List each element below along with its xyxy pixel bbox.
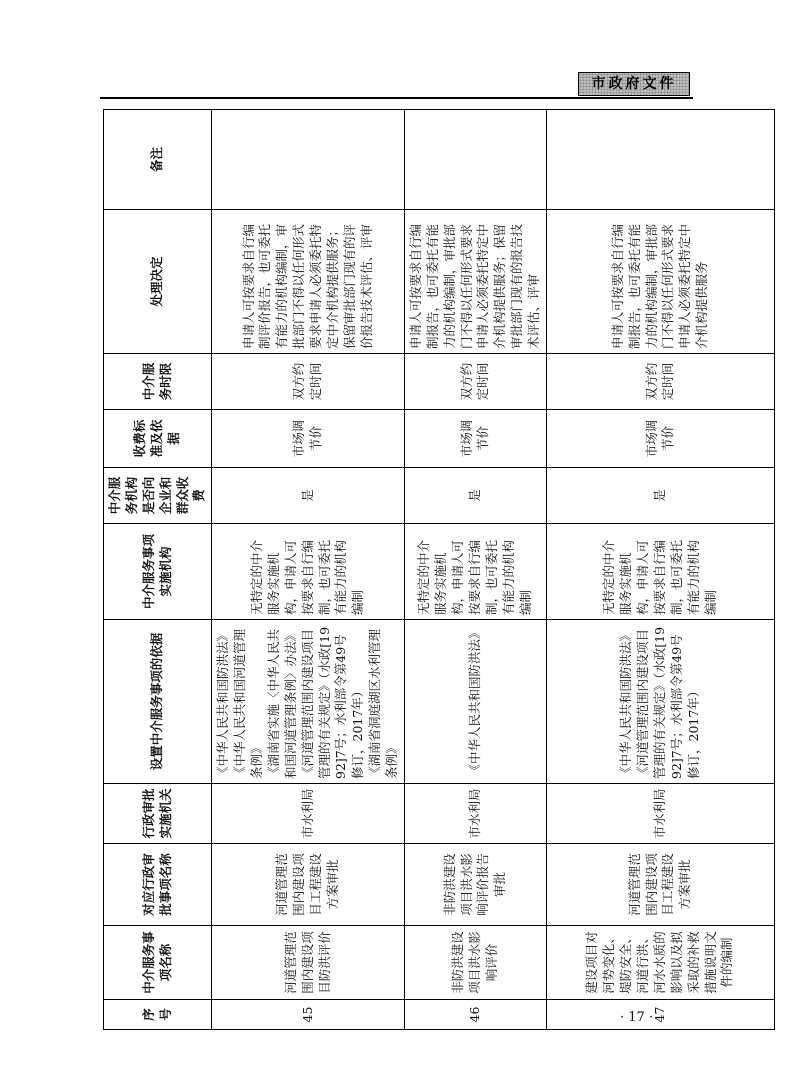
basis-line: 《中华人民共和国防洪法》 bbox=[618, 628, 634, 779]
row-service-name: 河道管理范围内建设项目防洪评价 bbox=[212, 926, 405, 1000]
row-institution: 无特定的中介服务实施机构，申请人可按要求自行编制，也可委托有能力的机构编制 bbox=[212, 524, 405, 620]
intermediary-services-table bbox=[103, 109, 775, 1030]
row-decision: 申请人可按要求自行编制报告，也可委托有能力的机构编制，审批部门不得以任何形式要求申请人必须委托特定中介机构提供服务 bbox=[546, 210, 774, 354]
row-approval-name: 非防洪建设项目洪水影响评价报告审批 bbox=[404, 844, 546, 926]
row-agency: 市水利局 bbox=[546, 784, 774, 844]
header-service-name: 中介服务事项名称 bbox=[104, 926, 212, 1000]
row-time-limit: 双方约定时间 bbox=[546, 354, 774, 410]
row-charge: 是 bbox=[212, 468, 405, 524]
header-rule bbox=[100, 97, 693, 99]
row-approval-name: 河道管理范围内建设项目工程建设方案审批 bbox=[212, 844, 405, 926]
row-time-limit: 双方约定时间 bbox=[212, 354, 405, 410]
row-fee: 市场调节价 bbox=[212, 410, 405, 468]
row-charge: 是 bbox=[546, 468, 774, 524]
basis-line: 《中华人民共和国防洪法》 bbox=[466, 626, 482, 777]
row-time-limit: 双方约定时间 bbox=[404, 354, 546, 410]
row-charge: 是 bbox=[404, 468, 546, 524]
row-agency: 市水利局 bbox=[404, 784, 546, 844]
page-number: · 17 · bbox=[620, 1010, 654, 1025]
row-service-name: 非防洪建设项目洪水影响评价 bbox=[404, 926, 546, 1000]
header-decision: 处理决定 bbox=[104, 210, 212, 354]
header-approval-name: 对应行政审批事项名称 bbox=[104, 844, 212, 926]
basis-line: 《河道管理范围内建设项目管理的有关规定》（水政[1992]7号；水利部令第49号修订，2017年） bbox=[635, 626, 701, 779]
row-basis bbox=[404, 620, 546, 784]
row-approval-name: 河道管理范围内建设项目工程建设方案审批 bbox=[546, 844, 774, 926]
table-header-row bbox=[104, 110, 212, 1030]
basis-line: 《河道管理范围内建设项目管理的有关规定》（水政[1992]7号；水利部令第49号修订，2017年） bbox=[299, 626, 366, 779]
basis-line: 《湖南省实施〈中华人民共和国河道管理条例〉办法》 bbox=[265, 628, 298, 779]
header-remark: 备注 bbox=[104, 110, 212, 210]
row-institution: 无特定的中介服务实施机构，申请人可按要求自行编制，也可委托有能力的机构编制 bbox=[546, 524, 774, 620]
rotated-table-container bbox=[103, 110, 735, 1030]
row-decision: 申请人可按要求自行编制报告，也可委托有能力的机构编制，审批部门不得以任何形式要求申请人必须委托特定中介机构提供服务；保留审批部门现有的报告技术评估、评审 bbox=[404, 210, 546, 354]
row-agency: 市水利局 bbox=[212, 784, 405, 844]
table-row bbox=[404, 110, 546, 1030]
header-fee: 收费标准及依据 bbox=[104, 410, 212, 468]
table-row bbox=[212, 110, 405, 1030]
row-decision: 申请人可按要求自行编制评价报告，也可委托有能力的机构编制，审批部门不得以任何形式要求申请人必须委托特定中介机构提供服务；保留审批部门现有的评价报告技术评估、评审 bbox=[212, 210, 405, 354]
row-serial: 45 bbox=[212, 1000, 405, 1030]
table-row bbox=[546, 110, 774, 1030]
row-remark bbox=[546, 110, 774, 210]
row-remark bbox=[404, 110, 546, 210]
basis-line: 《中华人民共和国河道管理条例》 bbox=[232, 628, 264, 779]
header-basis: 设置中介服务事项的依据 bbox=[104, 620, 212, 784]
basis-line: 《湖南省洞庭湖区水利管理条例》 bbox=[367, 628, 399, 779]
row-basis bbox=[212, 620, 405, 784]
header-serial: 序号 bbox=[104, 1000, 212, 1030]
row-serial: 46 bbox=[404, 1000, 546, 1030]
header-agency: 行政审批实施机关 bbox=[104, 784, 212, 844]
row-serial: 47 bbox=[546, 1000, 774, 1030]
row-fee: 市场调节价 bbox=[546, 410, 774, 468]
header-charge: 中介服务机构是否向企业和群众收费 bbox=[104, 468, 212, 524]
document-category-badge: 市政府文件 bbox=[578, 72, 690, 96]
row-fee: 市场调节价 bbox=[404, 410, 546, 468]
header-time-limit: 中介服务时限 bbox=[104, 354, 212, 410]
basis-line: 《中华人民共和国防洪法》 bbox=[215, 628, 231, 779]
header-institution: 中介服务事项实施机构 bbox=[104, 524, 212, 620]
row-basis bbox=[546, 620, 774, 784]
row-remark bbox=[212, 110, 405, 210]
row-service-name: 建设项目对河势变化、堤防安全、河道行洪、河水水质的影响以及拟采取的补救措施说明文件的编制 bbox=[546, 926, 774, 1000]
row-institution: 无特定的中介服务实施机构，申请人可按要求自行编制，也可委托有能力的机构编制 bbox=[404, 524, 546, 620]
